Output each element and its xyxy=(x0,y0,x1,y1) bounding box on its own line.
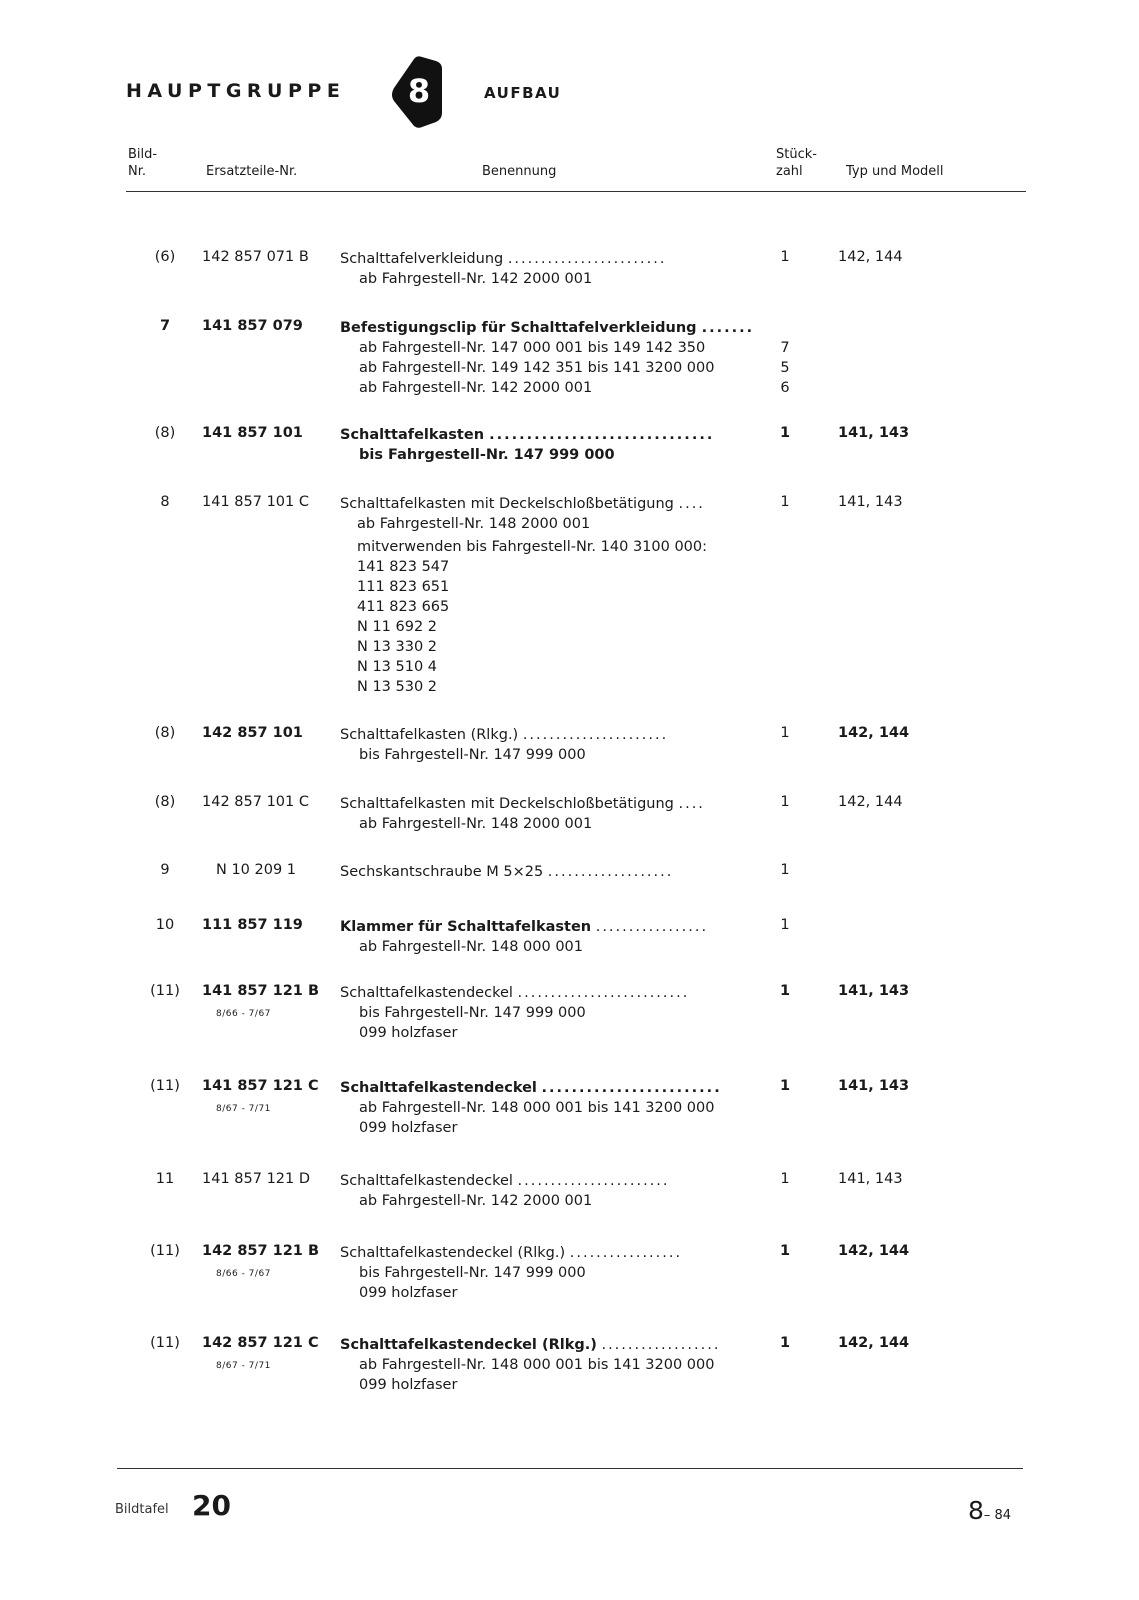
reuse-part: N 11 692 2 xyxy=(357,619,438,635)
col-name-header: Benennung xyxy=(482,164,557,179)
date-range: 8/67 - 7/71 xyxy=(216,1361,271,1371)
model-type: 142, 144 xyxy=(838,249,903,265)
col-part-header: Ersatzteile-Nr. xyxy=(206,164,298,179)
part-note: bis Fahrgestell-Nr. 147 999 000 xyxy=(359,447,615,463)
part-name: Sechskantschraube M 5×25 ................... xyxy=(340,864,674,880)
part-name: Schalttafelkasten mit Deckelschloßbetätigung .... ab Fahrgestell-Nr. 148 2000 001 xyxy=(340,796,705,832)
part-name: Schalttafelkasten .............................. bis Fahrgestell-Nr. 147 999 000 xyxy=(340,427,715,463)
bild-nr: (8) xyxy=(154,725,176,741)
section-title: AUFBAU xyxy=(484,84,562,102)
note-quantities xyxy=(770,338,800,398)
bild-nr: (6) xyxy=(154,249,176,265)
quantity: 1 xyxy=(780,725,790,741)
quantity: 1 xyxy=(779,1243,791,1259)
part-note: ab Fahrgestell-Nr. 149 142 351 bis 141 3200 000 xyxy=(359,360,715,376)
col-qty-header: Stück- zahl xyxy=(776,147,817,179)
model-type: 141, 143 xyxy=(838,983,910,999)
part-number: 141 857 101 C xyxy=(202,494,309,510)
part-note: 099 holzfaser xyxy=(359,1025,458,1041)
bild-nr: 7 xyxy=(159,318,171,334)
quantity: 5 xyxy=(780,360,790,376)
model-type: 142, 144 xyxy=(838,725,910,741)
bildtafel-number: 20 xyxy=(192,1489,231,1522)
group-title: HAUPTGRUPPE xyxy=(126,80,346,102)
bild-nr: (11) xyxy=(150,1335,180,1351)
quantity: 1 xyxy=(779,1335,791,1351)
reuse-part: N 13 530 2 xyxy=(357,679,438,695)
model-type: 142, 144 xyxy=(838,1335,910,1351)
model-type: 141, 143 xyxy=(838,494,903,510)
bild-nr: 10 xyxy=(155,917,175,933)
part-number: 141 857 121 C xyxy=(202,1078,319,1094)
page-number: 8– 84 xyxy=(968,1496,1012,1525)
quantity: 7 xyxy=(780,340,790,356)
bild-nr: 9 xyxy=(160,862,170,878)
part-number: 141 857 121 D xyxy=(202,1171,311,1187)
part-note: ab Fahrgestell-Nr. 142 2000 001 xyxy=(359,380,593,396)
reuse-label: mitverwenden bis Fahrgestell-Nr. 140 3100 000: xyxy=(357,539,708,555)
reuse-part: N 13 510 4 xyxy=(357,659,438,675)
part-note: ab Fahrgestell-Nr. 142 2000 001 xyxy=(359,1193,593,1209)
quantity: 1 xyxy=(779,983,791,999)
bild-nr: (8) xyxy=(154,794,176,810)
reuse-part: 141 823 547 xyxy=(357,559,450,575)
part-note: 099 holzfaser xyxy=(359,1285,458,1301)
part-note: ab Fahrgestell-Nr. 148 000 001 bis 141 3200 000 xyxy=(359,1357,715,1373)
quantity: 1 xyxy=(780,1171,790,1187)
quantity: 1 xyxy=(780,917,790,933)
part-name: Schalttafelverkleidung ........................ ab Fahrgestell-Nr. 142 2000 001 xyxy=(340,251,667,287)
part-note: bis Fahrgestell-Nr. 147 999 000 xyxy=(359,747,586,763)
part-name: Schalttafelkasten mit Deckelschloßbetätigung .... ab Fahrgestell-Nr. 148 2000 001 mitverwenden bis Fahrgestell-Nr. 140 3100 000: 141 823 547 111 823 651 411 823 665 N 11 692 2 N 13 330 2 N 13 510 4 N 13 530 2 xyxy=(340,496,708,695)
part-note: 099 holzfaser xyxy=(359,1120,458,1136)
reuse-part: 111 823 651 xyxy=(357,579,450,595)
bild-nr: (11) xyxy=(150,983,180,999)
part-number: 142 857 071 B xyxy=(202,249,309,265)
date-range: 8/66 - 7/67 xyxy=(216,1269,271,1279)
part-note: ab Fahrgestell-Nr. 147 000 001 bis 149 142 350 xyxy=(359,340,706,356)
bild-nr: (11) xyxy=(150,1078,180,1094)
quantity: 1 xyxy=(780,862,790,878)
quantity: 1 xyxy=(779,425,791,441)
reuse-part: 411 823 665 xyxy=(357,599,450,615)
quantity: 1 xyxy=(780,249,790,265)
footer-rule xyxy=(117,1468,1023,1469)
quantity: 1 xyxy=(780,494,790,510)
bild-nr: (11) xyxy=(150,1243,180,1259)
model-type: 142, 144 xyxy=(838,794,903,810)
part-name: Schalttafelkastendeckel (Rlkg.) ................. bis Fahrgestell-Nr. 147 999 000 099 holzfaser xyxy=(340,1245,683,1301)
bild-nr: (8) xyxy=(154,425,176,441)
part-note: ab Fahrgestell-Nr. 142 2000 001 xyxy=(359,271,593,287)
model-type: 141, 143 xyxy=(838,1171,903,1187)
part-number: 141 857 101 xyxy=(202,425,303,441)
bild-nr: 8 xyxy=(160,494,170,510)
part-name: Schalttafelkastendeckel (Rlkg.) .................. ab Fahrgestell-Nr. 148 000 001 bis 141 3200 000 099 holzfaser xyxy=(340,1337,721,1393)
part-number: 142 857 101 xyxy=(202,725,303,741)
part-notes xyxy=(340,338,714,398)
col-typ-header: Typ und Modell xyxy=(846,164,944,179)
part-name: Klammer für Schalttafelkasten ................. ab Fahrgestell-Nr. 148 000 001 xyxy=(340,919,709,955)
model-type: 141, 143 xyxy=(838,425,910,441)
part-number: 111 857 119 xyxy=(202,917,303,933)
part-number: 142 857 121 C xyxy=(202,1335,319,1351)
quantity: 1 xyxy=(780,794,790,810)
part-note: bis Fahrgestell-Nr. 147 999 000 xyxy=(359,1005,586,1021)
bild-nr: 11 xyxy=(155,1171,175,1187)
col-bild-header: Bild- Nr. xyxy=(128,147,158,179)
part-number: 142 857 121 B xyxy=(202,1243,319,1259)
part-name: Schalttafelkastendeckel ....................... ab Fahrgestell-Nr. 142 2000 001 xyxy=(340,1173,670,1209)
part-note: bis Fahrgestell-Nr. 147 999 000 xyxy=(359,1265,586,1281)
part-name: Schalttafelkasten (Rlkg.) ...................... bis Fahrgestell-Nr. 147 999 000 xyxy=(340,727,669,763)
bildtafel-label: Bildtafel xyxy=(115,1502,169,1517)
part-number: N 10 209 1 xyxy=(216,862,297,878)
model-type: 142, 144 xyxy=(838,1243,910,1259)
header-rule xyxy=(126,191,1026,192)
group-number: 8 xyxy=(407,72,431,110)
part-note: ab Fahrgestell-Nr. 148 000 001 xyxy=(359,939,584,955)
part-note: ab Fahrgestell-Nr. 148 2000 001 xyxy=(357,516,591,532)
part-number: 142 857 101 C xyxy=(202,794,309,810)
quantity: 6 xyxy=(780,380,790,396)
part-name: Schalttafelkastendeckel .......................... bis Fahrgestell-Nr. 147 999 000 099 holzfaser xyxy=(340,985,690,1041)
part-note: ab Fahrgestell-Nr. 148 2000 001 xyxy=(359,816,593,832)
part-name: Befestigungsclip für Schalttafelverkleidung ....... xyxy=(340,320,755,336)
part-name: Schalttafelkastendeckel ........................ ab Fahrgestell-Nr. 148 000 001 bis 141 3200 000 099 holzfaser xyxy=(340,1080,722,1136)
reuse-part: N 13 330 2 xyxy=(357,639,438,655)
part-note: 099 holzfaser xyxy=(359,1377,458,1393)
group-badge-icon xyxy=(388,55,444,129)
part-note: ab Fahrgestell-Nr. 148 000 001 bis 141 3200 000 xyxy=(359,1100,715,1116)
quantity: 1 xyxy=(779,1078,791,1094)
date-range: 8/67 - 7/71 xyxy=(216,1104,271,1114)
model-type: 141, 143 xyxy=(838,1078,910,1094)
part-number: 141 857 121 B xyxy=(202,983,319,999)
part-number: 141 857 079 xyxy=(202,318,303,334)
date-range: 8/66 - 7/67 xyxy=(216,1009,271,1019)
